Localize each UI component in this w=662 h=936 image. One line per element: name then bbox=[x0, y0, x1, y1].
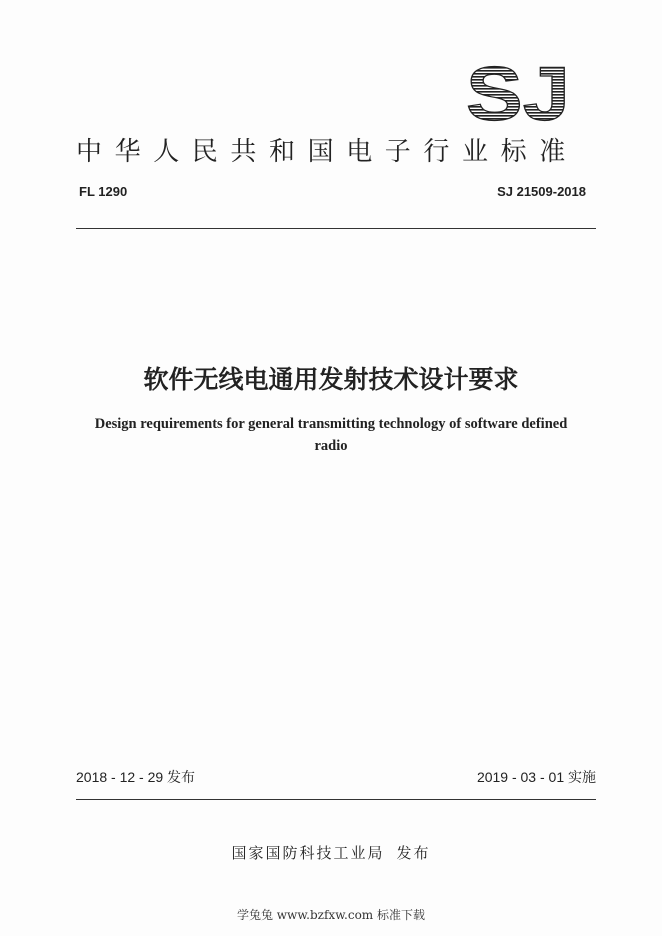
svg-text:SJ: SJ bbox=[466, 58, 570, 126]
industry-standard-title: 中华人民共和国电子行业标准 bbox=[76, 137, 578, 167]
issuing-authority bbox=[0, 842, 662, 863]
header-divider bbox=[76, 228, 596, 229]
english-title-line1: Design requirements for general transmitting technology of software defined bbox=[94, 416, 568, 432]
english-title-line2: radio bbox=[314, 438, 348, 454]
chinese-title: 软件无线电通用发射技术设计要求 bbox=[143, 365, 519, 394]
classification-code: FL 1290 bbox=[79, 184, 128, 199]
sj-logo bbox=[466, 58, 570, 126]
issue-date: 2018 - 12 - 29 发布 bbox=[76, 769, 196, 785]
issuer-action: 发布 bbox=[396, 844, 431, 862]
footer-divider bbox=[76, 799, 596, 800]
issuer-name: 国家国防科技工业局 bbox=[231, 844, 385, 862]
english-title bbox=[60, 413, 602, 457]
implementation-date: 2019 - 03 - 01 实施 bbox=[476, 769, 596, 785]
download-watermark: 学兔兔 www.bzfxw.com 标准下载 bbox=[236, 908, 426, 922]
standard-number: SJ 21509-2018 bbox=[497, 184, 586, 199]
